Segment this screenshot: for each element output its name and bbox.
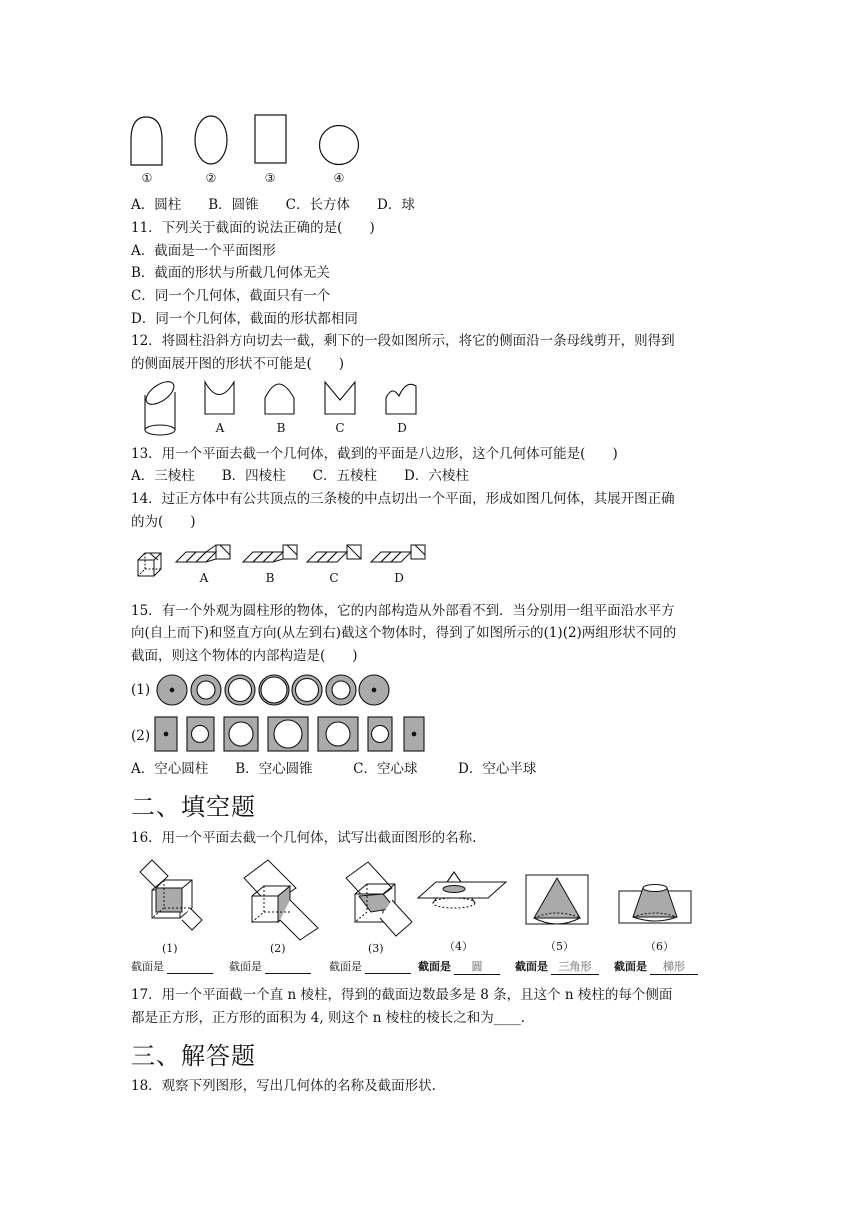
q16-figure-6: [619, 885, 691, 924]
answer-blank[interactable]: [650, 958, 698, 975]
q17-stem-line1: 17．用一个平面截一个直 n 棱柱，得到的截面边数最多是 8 条，且这个 n 棱柱的每个侧面: [131, 987, 673, 1003]
q10-label-1: ①: [141, 171, 153, 185]
answer-blank[interactable]: [265, 961, 311, 974]
section-heading-answer: 三、解答题: [131, 1042, 256, 1070]
q11-option-a: A．截面是一个平面图形: [131, 243, 276, 259]
q17-stem-line2: 都是正方形，正方形的面积为 4, 则这个 n 棱柱的棱长之和为____.: [131, 1010, 526, 1026]
q14-label-a: A: [199, 571, 209, 585]
q15-stem-line1: 15．有一个外观为圆柱形的物体，它的内部构造从外部看不到．当分别用一组平面沿水平方: [131, 603, 675, 619]
q10-options: A．圆柱 B．圆锥 C．长方体 D．球: [131, 197, 415, 213]
answer-text: 三角形: [558, 960, 592, 973]
q12-label-b: B: [276, 421, 286, 435]
q16-fig-label-3: (3): [368, 942, 384, 955]
answer-prefix: 截面是: [614, 960, 647, 973]
q15-row2-label: (2): [131, 728, 151, 744]
q14-stem-line2: 的为( ): [131, 514, 196, 530]
answer-blank[interactable]: [365, 961, 411, 974]
q14-label-c: C: [329, 571, 339, 585]
q12-stem-line2: 的侧面展开图的形状不可能是( ): [131, 356, 345, 372]
answer-text: 梯形: [663, 960, 685, 973]
q13-stem: 13．用一个平面去截一个几何体，截到的平面是八边形，这个几何体可能是( ): [131, 446, 618, 462]
q16-figure-4: [418, 872, 506, 908]
q14-stem-line1: 14．过正方体中有公共顶点的三条棱的中点切出一个平面，形成如图几何体，其展开图正确: [131, 491, 675, 507]
q16-stem: 16．用一个平面去截一个几何体，试写出截面图形的名称.: [131, 830, 477, 846]
q16-figure-1: [140, 860, 202, 930]
q16-answer-1: [131, 958, 213, 974]
answer-blank[interactable]: [167, 961, 213, 974]
q11-option-c: C．同一个几何体，截面只有一个: [131, 288, 331, 304]
q12-label-d: D: [397, 421, 407, 435]
section-heading-fill-in: 二、填空题: [131, 793, 256, 821]
q15-row1-label: (1): [131, 682, 151, 698]
q11-option-b: B．截面的形状与所截几何体无关: [131, 265, 330, 281]
q15-options: A．空心圆柱 B．空心圆锥 C．空心球 D．空心半球: [131, 761, 537, 777]
q16-fig-label-4: （4）: [444, 940, 473, 953]
answer-prefix: 截面是: [229, 960, 262, 973]
q15-stem-line3: 截面，则这个物体的内部构造是( ): [131, 648, 358, 664]
answer-blank[interactable]: [454, 958, 500, 975]
answer-blank[interactable]: [551, 958, 599, 975]
q16-answer-4: [418, 958, 500, 975]
q15-stem-line2: 向(自上而下)和竖直方向(从左到右)截这个物体时，得到了如图所示的(1)(2)两组形状不同的: [131, 625, 677, 641]
q16-fig-label-1: (1): [162, 942, 178, 955]
q16-figure-2: [244, 860, 318, 940]
q11-stem: 11．下列关于截面的说法正确的是( ): [131, 220, 375, 236]
answer-prefix: 截面是: [131, 960, 164, 973]
q16-figure-3: [346, 862, 412, 936]
q16-fig-label-2: (2): [270, 942, 286, 955]
q11-option-d: D．同一个几何体，截面的形状都相同: [131, 311, 358, 327]
q12-label-a: A: [215, 421, 225, 435]
q14-label-d: D: [394, 571, 404, 585]
q16-answer-5: [515, 958, 599, 975]
q10-label-3: ③: [264, 171, 276, 185]
q16-answer-6: [614, 958, 698, 975]
q18-stem: 18．观察下列图形，写出几何体的名称及截面形状.: [131, 1078, 436, 1094]
q16-answer-2: [229, 958, 311, 974]
answer-text: 圆: [471, 960, 483, 973]
answer-prefix: 截面是: [515, 960, 548, 973]
q16-figure-5: [526, 875, 588, 924]
q10-label-4: ④: [333, 171, 345, 185]
q10-label-2: ②: [205, 171, 217, 185]
q16-fig-label-5: （5）: [545, 940, 574, 953]
q12-label-c: C: [335, 421, 345, 435]
q12-stem-line1: 12．将圆柱沿斜方向切去一截，剩下的一段如图所示，将它的侧面沿一条母线剪开，则得到: [131, 333, 675, 349]
q13-options: A．三棱柱 B．四棱柱 C．五棱柱 D．六棱柱: [131, 468, 469, 484]
answer-prefix: 截面是: [329, 960, 362, 973]
q16-fig-label-6: （6）: [645, 940, 674, 953]
answer-prefix: 截面是: [418, 960, 451, 973]
q14-label-b: B: [265, 571, 275, 585]
q16-answer-3: [329, 958, 411, 974]
